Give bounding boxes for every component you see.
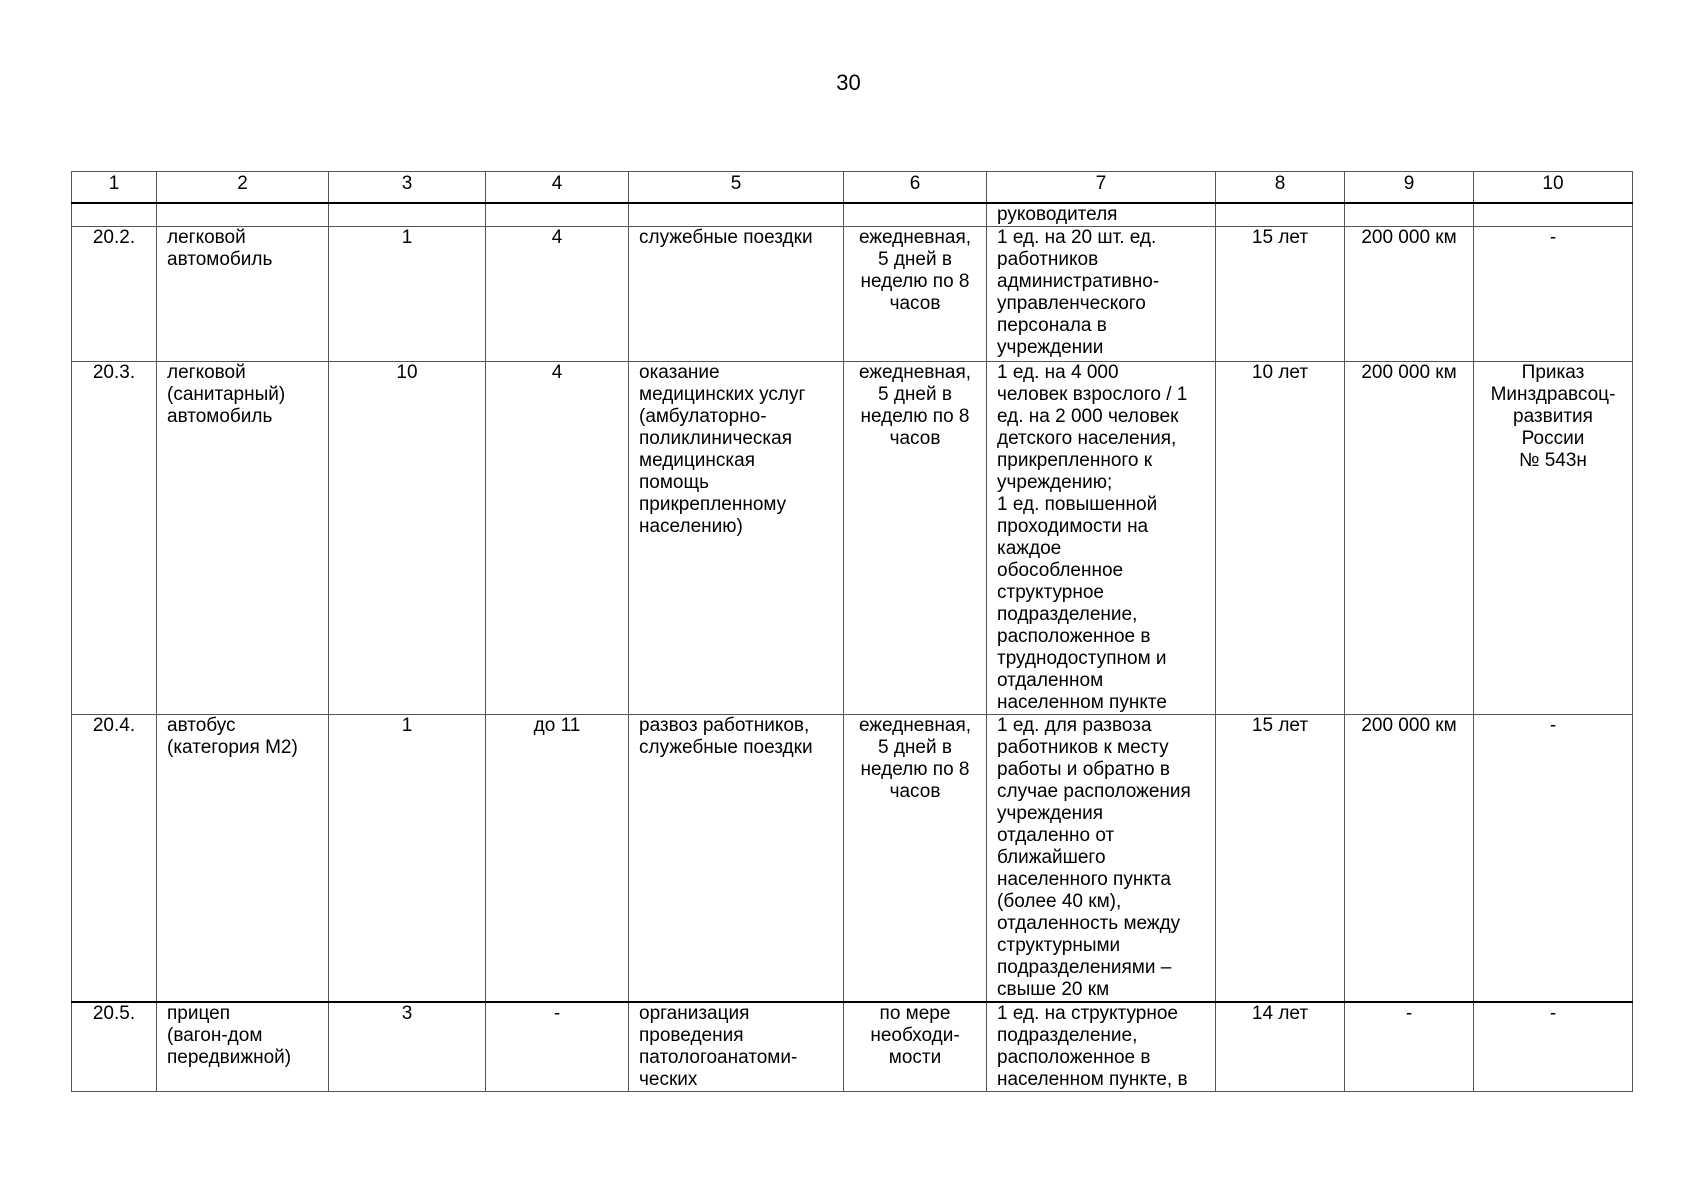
service-life-cell: 15 лет — [1216, 227, 1345, 362]
column-number-header: 9 — [1345, 172, 1474, 204]
vehicle-type-cell: прицеп (вагон-дом передвижной) — [157, 1002, 329, 1092]
table-cell — [629, 203, 844, 227]
norm-cell: 1 ед. на 20 шт. ед. работников административно- управленческого персонала в учреждении — [987, 227, 1216, 362]
reference-cell: - — [1474, 715, 1633, 1003]
column-number-header: 10 — [1474, 172, 1633, 204]
table-cell — [1474, 203, 1633, 227]
column-number-header: 1 — [72, 172, 157, 204]
column-number-header: 6 — [844, 172, 987, 204]
table-cell: руководителя — [987, 203, 1216, 227]
table-cell — [72, 203, 157, 227]
norm-cell: 1 ед. на 4 000 человек взрослого / 1 ед. на 2 000 человек детского населения, прикрепленного к учреждению; 1 ед. повышенной проходимости на каждое обособленное структурное подразделение, расположенное в труднодоступном и отдаленном населенном пункте — [987, 362, 1216, 715]
column-number-row — [72, 172, 1633, 204]
table-cell: 4 — [486, 362, 629, 715]
table-row — [72, 1002, 1633, 1092]
column-number-header: 8 — [1216, 172, 1345, 204]
table-row — [72, 715, 1633, 1003]
table-cell: 4 — [486, 227, 629, 362]
table-cell — [844, 203, 987, 227]
purpose-cell: развоз работников, служебные поездки — [629, 715, 844, 1003]
mileage-cell: - — [1345, 1002, 1474, 1092]
service-life-cell: 15 лет — [1216, 715, 1345, 1003]
column-number-header: 7 — [987, 172, 1216, 204]
column-number-header: 5 — [629, 172, 844, 204]
norm-cell: 1 ед. для развоза работников к месту работы и обратно в случае расположения учреждения отдаленно от ближайшего населенного пункта (более 40 км), отдаленность между структурными подразделениями – свыше 20 км — [987, 715, 1216, 1003]
column-number-header: 3 — [329, 172, 486, 204]
mileage-cell: 200 000 км — [1345, 227, 1474, 362]
usage-mode-cell: ежедневная, 5 дней в неделю по 8 часов — [844, 715, 987, 1003]
reference-cell: - — [1474, 1002, 1633, 1092]
mileage-cell: 200 000 км — [1345, 715, 1474, 1003]
table-cell — [1345, 203, 1474, 227]
continuation-row — [72, 203, 1633, 227]
purpose-cell: оказание медицинских услуг (амбулаторно- поликлиническая медицинская помощь прикрепленному населению) — [629, 362, 844, 715]
table-cell — [486, 203, 629, 227]
reference-cell: - — [1474, 227, 1633, 362]
table-cell: - — [486, 1002, 629, 1092]
mileage-cell: 200 000 км — [1345, 362, 1474, 715]
table-row — [72, 227, 1633, 362]
table-cell: 1 — [329, 715, 486, 1003]
usage-mode-cell: ежедневная, 5 дней в неделю по 8 часов — [844, 362, 987, 715]
table-cell: 1 — [329, 227, 486, 362]
row-number-cell: 20.4. — [72, 715, 157, 1003]
vehicle-type-cell: автобус (категория М2) — [157, 715, 329, 1003]
vehicle-type-cell: легковой (санитарный) автомобиль — [157, 362, 329, 715]
service-life-cell: 14 лет — [1216, 1002, 1345, 1092]
purpose-cell: служебные поездки — [629, 227, 844, 362]
table-cell — [1216, 203, 1345, 227]
usage-mode-cell: по мере необходи- мости — [844, 1002, 987, 1092]
table-cell: 10 — [329, 362, 486, 715]
column-number-header: 2 — [157, 172, 329, 204]
reference-cell: Приказ Минздравсоц- развития России № 543н — [1474, 362, 1633, 715]
table-row — [72, 362, 1633, 715]
row-number-cell: 20.5. — [72, 1002, 157, 1092]
row-number-cell: 20.3. — [72, 362, 157, 715]
table-cell: 3 — [329, 1002, 486, 1092]
page-number: 30 — [836, 70, 861, 95]
vehicle-type-cell: легковой автомобиль — [157, 227, 329, 362]
purpose-cell: организация проведения патологоанатоми- ческих — [629, 1002, 844, 1092]
service-life-cell: 10 лет — [1216, 362, 1345, 715]
table-cell: до 11 — [486, 715, 629, 1003]
table-cell — [157, 203, 329, 227]
vehicle-norms-table — [71, 171, 1633, 1092]
norm-cell: 1 ед. на структурное подразделение, расположенное в населенном пункте, в — [987, 1002, 1216, 1092]
usage-mode-cell: ежедневная, 5 дней в неделю по 8 часов — [844, 227, 987, 362]
table-cell — [329, 203, 486, 227]
column-number-header: 4 — [486, 172, 629, 204]
row-number-cell: 20.2. — [72, 227, 157, 362]
